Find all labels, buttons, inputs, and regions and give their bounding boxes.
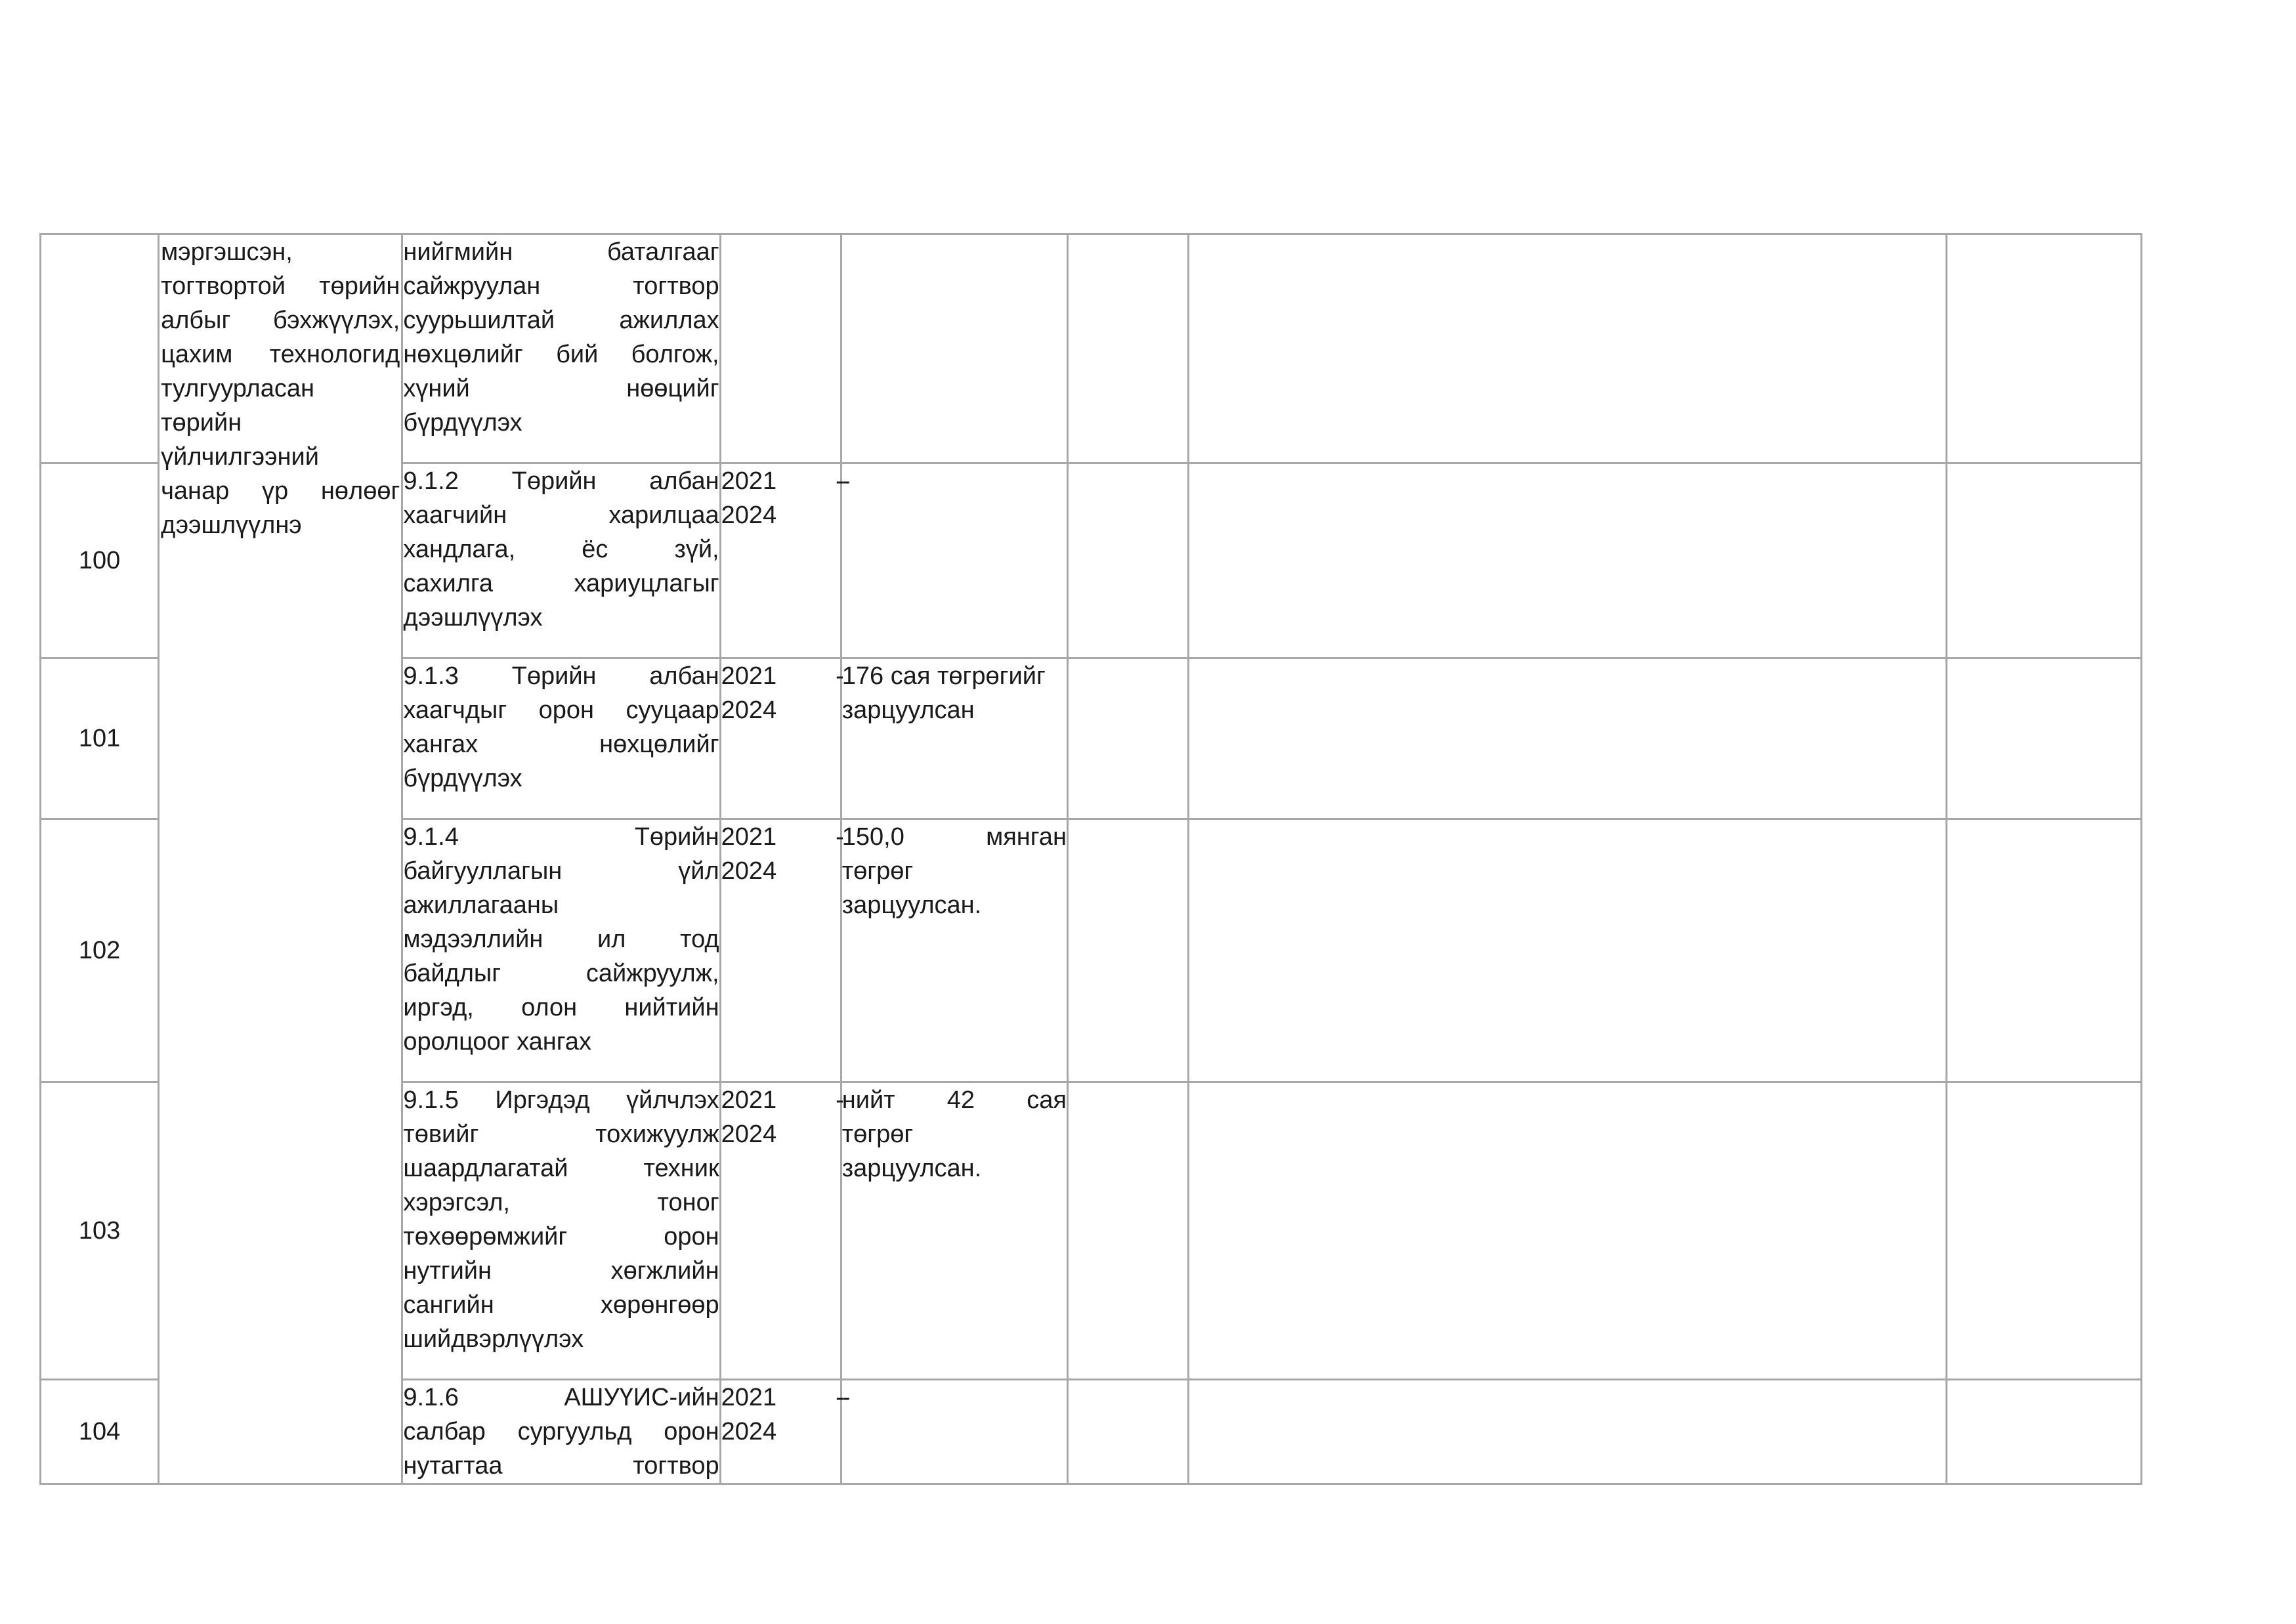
year-start: 2021	[721, 1086, 777, 1114]
year-end: 2024	[721, 1418, 777, 1445]
plan-table	[39, 233, 2142, 1485]
year-start: 2021	[721, 1384, 777, 1411]
empty-cell	[1946, 819, 2141, 1082]
year-dash: -	[836, 823, 844, 851]
years-cell	[720, 658, 844, 819]
year-end: 2024	[721, 696, 777, 724]
year-start: 2021	[721, 823, 777, 851]
year-start: 2021	[721, 467, 777, 495]
years-cell	[720, 819, 844, 1082]
years-cell	[720, 463, 844, 658]
year-dash: -	[836, 662, 844, 690]
years-cell	[720, 1082, 844, 1380]
result-cell	[841, 234, 1067, 463]
years-cell	[720, 234, 841, 463]
empty-cell	[1946, 463, 2141, 658]
empty-cell	[1189, 1082, 1947, 1380]
result-text: -	[841, 467, 851, 495]
row-number: 103	[41, 1082, 159, 1380]
empty-cell	[1946, 1380, 2141, 1484]
empty-cell	[1946, 658, 2141, 819]
year-start: 2021	[721, 662, 777, 690]
result-cell: 176 сая төгрөгийг зарцуулсан	[841, 658, 1067, 819]
action-cell: 9.1.3 Төрийн албан хаагчдыг орон сууцаар хангах нөхцөлийг бүрдүүлэх	[402, 658, 720, 819]
row-number: 100	[41, 463, 159, 658]
result-cell: нийт 42 сая төгрөг зарцуулсан.	[841, 1082, 1067, 1380]
year-dash: -	[836, 467, 844, 495]
result-text: -	[841, 1384, 851, 1411]
result-cell	[841, 1380, 1067, 1484]
empty-cell	[1189, 1380, 1947, 1484]
year-end: 2024	[721, 502, 777, 529]
row-number: 104	[41, 1380, 159, 1484]
empty-cell	[1067, 463, 1188, 658]
year-end: 2024	[721, 857, 777, 885]
empty-cell	[1189, 658, 1947, 819]
empty-cell	[1067, 658, 1188, 819]
result-cell: 150,0 мянган төгрөг зарцуулсан.	[841, 819, 1067, 1082]
empty-cell	[1189, 463, 1947, 658]
years-cell	[720, 1380, 844, 1484]
action-cell: 9.1.5 Иргэдэд үйлчлэх төвийг тохижуулж шаардлагатай техник хэрэгсэл, тоног төхөөрөмжийг орон нутгийн хөгжлийн сангийн хөрөнгөөр шийдвэрлүүлэх	[402, 1082, 720, 1380]
empty-cell	[1946, 1082, 2141, 1380]
goal-cell: мэргэшсэн, тогтвортой төрийн албыг бэхжүүлэх, цахим технологид тулгуурласан төрийн үйлчилгээний чанар үр нөлөөг дээшлүүлнэ	[159, 234, 402, 1484]
table-row	[41, 234, 2142, 463]
row-number: 101	[41, 658, 159, 819]
year-dash: -	[836, 1086, 844, 1114]
empty-cell	[1067, 819, 1188, 1082]
empty-cell	[1189, 819, 1947, 1082]
action-cell: нийгмийн баталгааг сайжруулан тогтвор суурьшилтай ажиллах нөхцөлийг бий болгож, хүний нөөцийг бүрдүүлэх	[402, 234, 720, 463]
action-cell: 9.1.2 Төрийн албан хаагчийн харилцаа хандлага, ёс зүй, сахилга хариуцлагыг дээшлүүлэх	[402, 463, 720, 658]
result-cell	[841, 463, 1067, 658]
year-dash: -	[836, 1384, 844, 1411]
empty-cell	[1946, 234, 2141, 463]
action-cell: 9.1.4 Төрийн байгууллагын үйл ажиллагааны мэдээллийн ил тод байдлыг сайжруулж, иргэд, олон нийтийн оролцоог хангах	[402, 819, 720, 1082]
empty-cell	[1067, 1380, 1188, 1484]
row-number: 102	[41, 819, 159, 1082]
empty-cell	[1067, 234, 1188, 463]
year-end: 2024	[721, 1121, 777, 1148]
action-cell: 9.1.6 АШУҮИС-ийн салбар сургуульд орон нутагтаа тогтвор	[402, 1380, 720, 1484]
empty-cell	[1189, 234, 1947, 463]
empty-cell	[1067, 1082, 1188, 1380]
row-number	[41, 234, 159, 463]
